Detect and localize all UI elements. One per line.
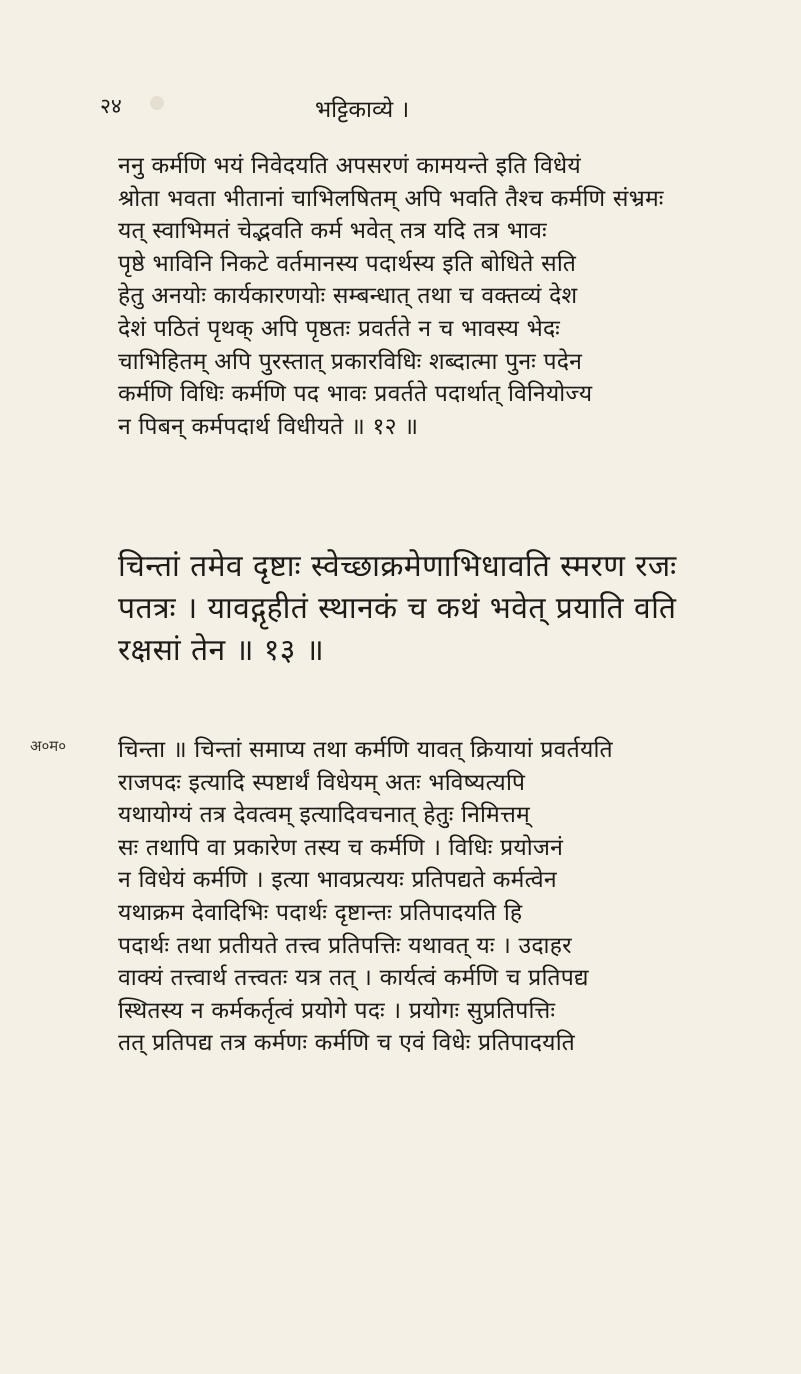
text-line: सः तथापि वा प्रकारेण तस्य च कर्मणि । विधिः प्रयोजनं <box>118 834 564 861</box>
verse-line: रक्षसां तेन ॥ १३ ॥ <box>118 633 325 668</box>
text-line: पृष्ठे भाविनि निकटे वर्तमानस्य पदार्थस्य इति बोधिते सति <box>118 250 577 277</box>
commentary-top <box>118 150 688 443</box>
commentary-bottom <box>118 734 688 1060</box>
text-line: यथायोग्यं तत्र देवत्वम् इत्यादिवचनात् हेतुः निमित्तम् <box>118 802 530 829</box>
text-line: यत् स्वाभिमतं चेद्भवति कर्म भवेत् तत्र यदि तत्र भावः <box>118 218 547 245</box>
verse-line: पतत्रः । यावद्गृहीतं स्थानकं च कथं भवेत् प्रयाति वति <box>118 591 677 626</box>
text-line: चाभिहितम् अपि पुरस्तात् प्रकारविधिः शब्दात्मा पुनः पदेन <box>118 348 583 375</box>
text-line: हेतु अनयोः कार्यकारणयोः सम्बन्धात् तथा च वक्तव्यं देश <box>118 283 578 310</box>
text-line: न पिबन् कर्मपदार्थ विधीयते ॥ १२ ॥ <box>118 413 419 440</box>
text-line: स्थितस्य न कर्मकर्तृत्वं प्रयोगे पदः । प्रयोगः सुप्रतिपत्तिः <box>118 997 556 1024</box>
text-line: तत् प्रतिपद्य तत्र कर्मणः कर्मणि च एवं विधेः प्रतिपादयति <box>118 1030 575 1057</box>
page-number: २४ <box>100 94 122 118</box>
verse-block <box>118 546 688 672</box>
text-line: वाक्यं तत्त्वार्थ तत्त्वतः यत्र तत् । कार्यत्वं कर्मणि च प्रतिपद्य <box>118 965 589 992</box>
page-header <box>100 92 681 132</box>
margin-label: अ०म० <box>30 737 67 755</box>
text-line: यथाक्रम देवादिभिः पदार्थः दृष्टान्तः प्रतिपादयति हि <box>118 899 523 926</box>
text-line: कर्मणि विधिः कर्मणि पद भावः प्रवर्तते पदार्थात् विनियोज्य <box>118 381 593 408</box>
text-line: चिन्ता ॥ चिन्तां समाप्य तथा कर्मणि यावत् क्रियायां प्रवर्तयति <box>118 737 613 763</box>
text-line: ननु कर्मणि भयं निवेदयति अपसरणं कामयन्ते इति विधेयं <box>118 153 581 179</box>
running-head: भट्टिकाव्ये । <box>315 97 410 123</box>
text-line: श्रोता भवता भीतानां चाभिलषितम् अपि भवति तैश्च कर्मणि संभ्रमः <box>118 185 664 212</box>
text-line: पदार्थः तथा प्रतीयते तत्त्व प्रतिपत्तिः यथावत् यः । उदाहर <box>118 932 572 959</box>
verse-line: चिन्तां तमेव दृष्टाः स्वेच्छाक्रमेणाभिधावति स्मरण रजः <box>118 549 677 584</box>
text-line: न विधेयं कर्मणि । इत्या भावप्रत्ययः प्रतिपद्यते कर्मत्वेन <box>118 867 557 894</box>
text-line: राजपदः इत्यादि स्पष्टार्थं विधेयम् अतः भविष्यत्यपि <box>118 769 526 796</box>
text-line: देशं पठितं पृथक् अपि पृष्ठतः प्रवर्तते न च भावस्य भेदः <box>118 315 561 342</box>
